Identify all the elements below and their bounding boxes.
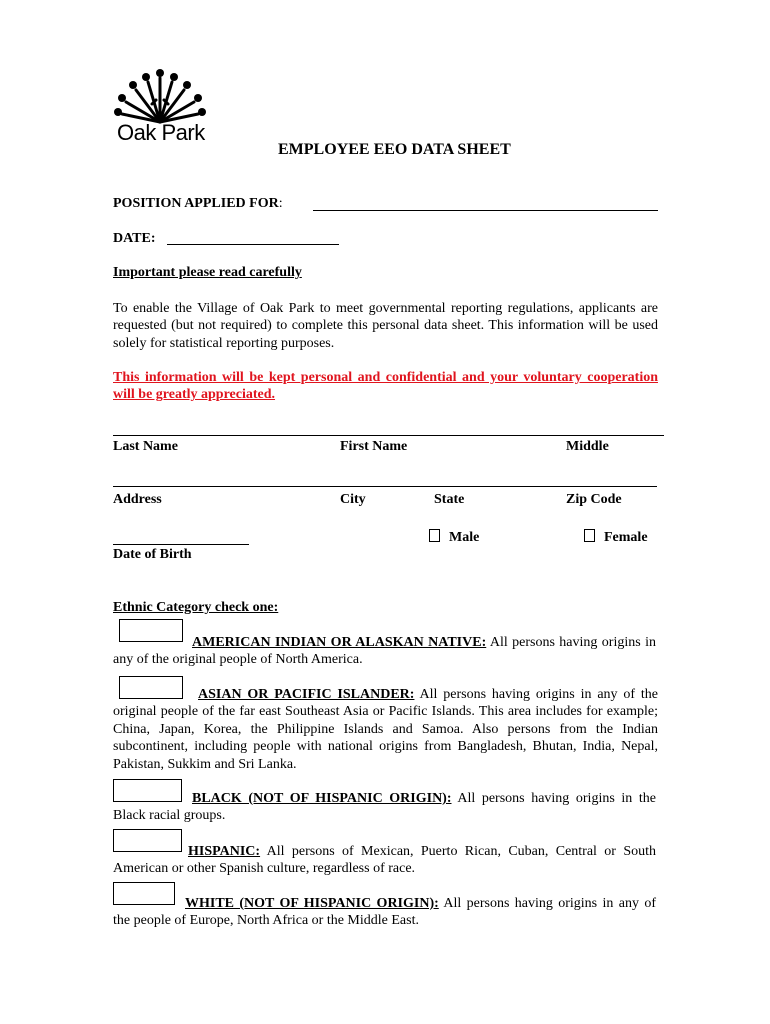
address-input-line[interactable] [113,486,657,487]
position-input-line[interactable] [313,210,658,211]
american-indian-title: AMERICAN INDIAN OR ALASKAN NATIVE: [192,635,487,650]
logo-text: Oak Park [117,120,205,145]
important-heading: Important please read carefully [113,265,302,280]
address-label: Address [113,492,162,507]
hispanic-paragraph: HISPANIC: All persons of Mexican, Puerto Rican, Cuban, Central or South American or other Spanish culture, regardless of race. [113,844,656,877]
male-label: Male [449,530,480,545]
white-title: WHITE (NOT OF HISPANIC ORIGIN): [185,896,439,911]
last-name-label: Last Name [113,439,178,454]
dob-input-line[interactable] [113,544,249,545]
male-checkbox[interactable] [429,529,440,542]
date-label: DATE: [113,231,156,246]
dob-label: Date of Birth [113,547,192,562]
first-name-label: First Name [340,439,408,454]
confidential-notice: This information will be kept personal and confidential and your voluntary cooperation will be greatly appreciated. [113,370,658,403]
american-indian-paragraph: AMERICAN INDIAN OR ALASKAN NATIVE: All persons having origins in any of the original people of North America. [113,635,656,668]
male-option[interactable] [429,529,479,546]
name-input-line[interactable] [113,435,664,436]
intro-paragraph: To enable the Village of Oak Park to meet governmental reporting regulations, applicants are requested (but not required) to complete this personal data sheet. This information will be used solely for statistical reporting purposes. [113,301,658,351]
state-label: State [434,492,465,507]
city-label: City [340,492,366,507]
ethnic-category-heading: Ethnic Category check one: [113,600,279,615]
zip-code-label: Zip Code [566,492,622,507]
black-paragraph: BLACK (NOT OF HISPANIC ORIGIN): All persons having origins in the Black racial groups. [113,791,656,824]
white-paragraph: WHITE (NOT OF HISPANIC ORIGIN): All persons having origins in any of the people of Europe, North Africa or the Middle East. [113,896,656,929]
page-title: EMPLOYEE EEO DATA SHEET [278,141,511,158]
female-option[interactable] [584,529,648,546]
black-title: BLACK (NOT OF HISPANIC ORIGIN): [192,791,452,806]
oak-park-logo [112,64,242,144]
asian-pacific-title: ASIAN OR PACIFIC ISLANDER: [198,687,415,702]
hispanic-title: HISPANIC: [188,844,261,859]
oak-tree-logo-icon [112,64,208,124]
female-checkbox[interactable] [584,529,595,542]
middle-label: Middle [566,439,609,454]
asian-pacific-paragraph: ASIAN OR PACIFIC ISLANDER: All persons having origins in any of the original people of the far east Southeast Asia or Pacific Islands. This area includes for example; China, Japan, Korea, the Philippine Islands and Samoa. Also persons from the Indian subcontinent, including people with national origins from Bangladesh, Bhutan, India, Nepal, Pakistan, Sukkim and Sri Lanka. [113,687,658,772]
date-input-line[interactable] [167,244,339,245]
female-label: Female [604,530,648,545]
position-label: POSITION APPLIED FOR: [113,196,283,211]
